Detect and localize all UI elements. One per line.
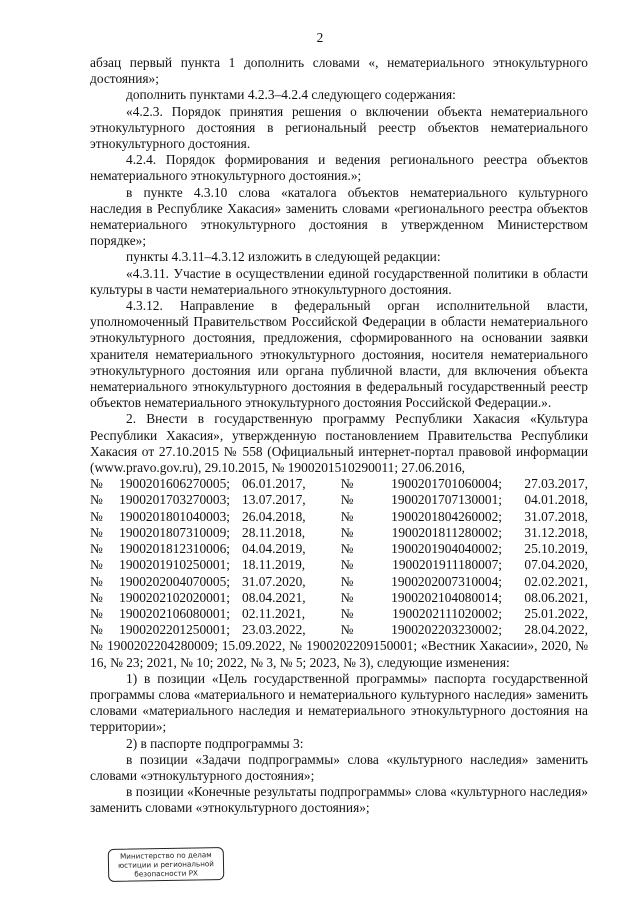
paragraph: «4.3.11. Участие в осуществлении единой государственной политики в области культуры в части нематериального этнокультурного достояния. (90, 265, 588, 297)
registry-cell-num2: 1900201904040002; (391, 541, 502, 557)
registry-cell-no1: № (90, 605, 103, 621)
registry-cell-num2: 1900202111020002; (392, 605, 502, 621)
registry-cell-date1: 23.03.2022, (242, 622, 306, 638)
registry-cell-num1: 1900201812310006; (119, 541, 230, 557)
registry-row (90, 509, 588, 525)
registry-cell-no1: № (90, 524, 103, 540)
registry-cell-no2: № (340, 557, 354, 573)
registry-cell-num1: 1900202102020001; (119, 589, 230, 605)
registry-cell-no2: № (340, 508, 354, 524)
registry-cell-num1: 1900201807310009; (119, 524, 230, 540)
registry-row (90, 590, 588, 606)
registry-row (90, 574, 588, 590)
registry-cell-no2: № (340, 605, 354, 621)
registry-cell-num2: 1900201701060004; (391, 476, 502, 492)
registry-cell-num1: 1900202106080001; (119, 605, 230, 621)
paragraph: № 1900202204280009; 15.09.2022, № 1900202209150001; «Вестник Хакасии», 2020, № 16, № 23; 2021, № 10; 2022, № 3, № 5; 2023, № 3), следующие изменения: (90, 638, 588, 670)
registry-cell-no1: № (90, 541, 103, 557)
document-body (90, 55, 588, 817)
registry-cell-date1: 04.04.2019, (242, 541, 306, 557)
registry-cell-date2: 08.06.2021, (524, 589, 588, 605)
stamp-line: юстиции и региональной (117, 859, 215, 870)
paragraph: пункты 4.3.11–4.3.12 изложить в следующей редакции: (126, 249, 441, 265)
registry-cell-no1: № (90, 589, 103, 605)
registry-cell-no2: № (340, 589, 354, 605)
registry-cell-date2: 28.04.2022, (524, 622, 588, 638)
registry-row (90, 525, 588, 541)
registry-cell-date2: 07.04.2020, (524, 557, 588, 573)
paragraph: «4.2.3. Порядок принятия решения о включении объекта нематериального этнокультурного достояния в региональный реестр объектов нематериального этнокультурного достояния. (90, 103, 588, 152)
registry-cell-num2: 1900201707130001; (391, 492, 502, 508)
registry-cell-num2: 1900202104080014; (391, 589, 502, 605)
stamp-line: безопасности РХ (134, 868, 199, 879)
registry-cell-no2: № (340, 476, 354, 492)
registry-cell-no1: № (90, 492, 103, 508)
paragraph: 4.2.4. Порядок формирования и ведения регионального реестра объектов нематериального этнокультурного достояния.»; (90, 152, 588, 184)
page-number: 2 (316, 30, 324, 45)
bottom-paragraphs (90, 638, 588, 816)
registry-cell-num2: 1900201804260002; (391, 508, 502, 524)
registry-cell-num2: 1900202203230002; (391, 622, 502, 638)
registry-cell-date2: 27.03.2017, (524, 476, 588, 492)
registry-cell-num1: 1900201801040003; (119, 508, 230, 524)
registry-cell-date2: 04.01.2018, (524, 492, 588, 508)
registry-cell-num1: 1900201910250001; (119, 557, 230, 573)
registry-cell-no2: № (340, 524, 354, 540)
registry-cell-no1: № (90, 622, 103, 638)
paragraph: 2. Внести в государственную программу Республики Хакасия «Культура Республики Хакасия», утвержденную постановлением Правительства Республики Хакасия от 27.10.2015 № 558 (Официальный интернет-портал правовой информации (www.pravo.gov.ru), 29.10.2015, № 1900201510290011; 27.06.2016, (90, 411, 588, 476)
registry-cell-date2: 25.01.2022, (524, 605, 588, 621)
paragraph: 4.3.12. Направление в федеральный орган исполнительной власти, уполномоченный Правительством Российской Федерации в области нематериального этнокультурного достояния, предложения, сформированного на основании заявки хранителя нематериального этнокультурного достояния, носителя нематериального этнокультурного достояния или органа публичной власти, для включения объекта нематериального этнокультурного достояния в федеральный государственный реестр объектов нематериального этнокультурного достояния Российской Федерации.». (90, 298, 588, 411)
registry-cell-num1: 1900201606270005; (119, 476, 230, 492)
registry-cell-no2: № (340, 573, 354, 589)
registry-cell-date1: 28.11.2018, (242, 524, 306, 540)
registry-cell-date1: 31.07.2020, (242, 573, 306, 589)
top-paragraphs (90, 55, 588, 476)
registry-row (90, 541, 588, 557)
registry-cell-num1: 1900201703270003; (119, 492, 230, 508)
paragraph: абзац первый пункта 1 дополнить словами «, нематериального этнокультурного достояния»; (90, 55, 588, 87)
registry-row (90, 622, 588, 638)
registry-cell-no1: № (90, 557, 103, 573)
registry-cell-num2: 1900202007310004; (391, 573, 502, 589)
registry-cell-date1: 08.04.2021, (242, 589, 306, 605)
registry-cell-date1: 26.04.2018, (242, 508, 306, 524)
registry-cell-date2: 31.12.2018, (524, 524, 588, 540)
registry-row (90, 492, 588, 508)
registry-cell-num2: 1900201811280002; (391, 524, 502, 540)
registry-cell-date2: 02.02.2021, (524, 573, 588, 589)
registry-cell-num1: 1900202004070005; (119, 573, 230, 589)
registry-cell-no2: № (340, 492, 354, 508)
registry-cell-date1: 18.11.2019, (242, 557, 306, 573)
paragraph: в позиции «Конечные результаты подпрограммы» слова «культурного наследия» заменить словами «этнокультурного достояния»; (90, 784, 588, 816)
stamp-line: Министерство по делам (119, 850, 212, 861)
registry-cell-no1: № (90, 508, 103, 524)
registry-cell-num2: 1900201911180007; (392, 557, 502, 573)
registry-number-table (90, 476, 588, 638)
paragraph: 2) в паспорте подпрограммы 3: (126, 735, 304, 751)
registry-cell-date2: 31.07.2018, (524, 508, 588, 524)
registration-stamp (108, 847, 225, 882)
registry-cell-date2: 25.10.2019, (524, 541, 588, 557)
registry-cell-date1: 06.01.2017, (242, 476, 306, 492)
registry-cell-no1: № (90, 476, 103, 492)
registry-cell-no1: № (90, 573, 103, 589)
paragraph: 1) в позиции «Цель государственной программы» паспорта государственной программы слова «материального и нематериального культурного наследия» заменить словами «материального наследия и нематериального этнокультурного достояния на территории»; (90, 670, 588, 735)
registry-cell-no2: № (340, 541, 354, 557)
registry-cell-no2: № (340, 622, 354, 638)
paragraph: в пункте 4.3.10 слова «каталога объектов нематериального культурного наследия в Республике Хакасия» заменить словами «регионального реестра объектов нематериального этнокультурного достояния в утвержденном Министерством порядке»; (90, 184, 588, 249)
registry-cell-date1: 13.07.2017, (242, 492, 306, 508)
registry-cell-date1: 02.11.2021, (242, 605, 306, 621)
paragraph: в позиции «Задачи подпрограммы» слова «культурного наследия» заменить словами «этнокультурного достояния»; (90, 751, 588, 783)
registry-row (90, 557, 588, 573)
registry-row (90, 476, 588, 492)
registry-row (90, 606, 588, 622)
paragraph: дополнить пунктами 4.2.3–4.2.4 следующего содержания: (126, 87, 456, 103)
registry-cell-num1: 1900202201250001; (119, 622, 230, 638)
